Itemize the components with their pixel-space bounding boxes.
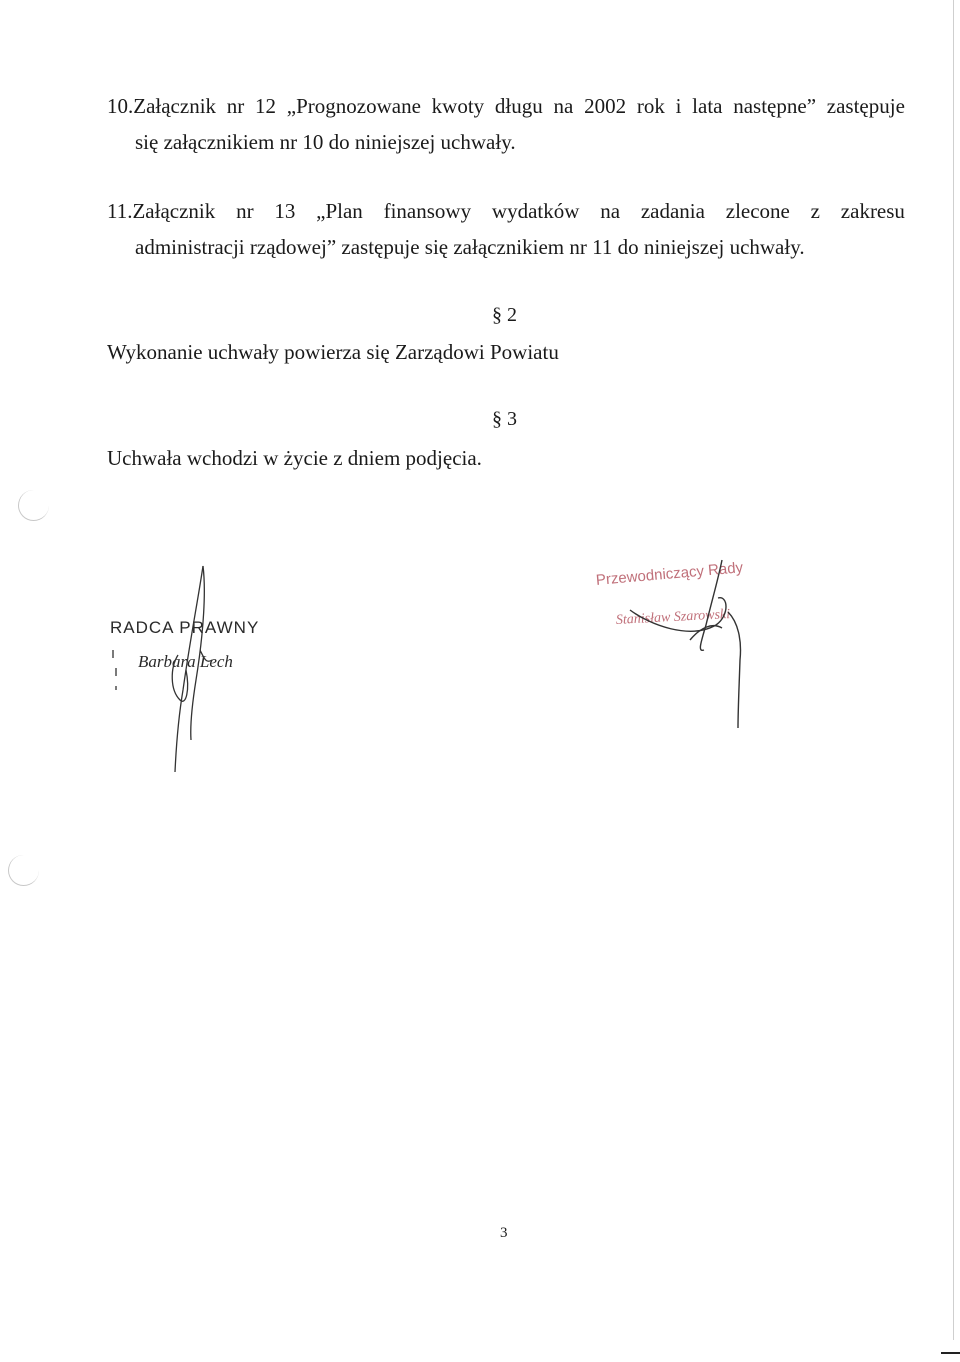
word: „Plan xyxy=(316,199,363,223)
word: i xyxy=(675,94,682,118)
word: kwoty xyxy=(431,94,485,118)
list-item-10-line2: się załącznikiem nr 10 do niniejszej uchwały. xyxy=(135,130,516,154)
word: 12 xyxy=(255,94,277,118)
section-2-text: Wykonanie uchwały powierza się Zarządowi Powiatu xyxy=(107,340,559,364)
list-item-10-number-and-first-word: 10.Załącznik xyxy=(107,94,217,118)
section-3-heading: § 3 xyxy=(492,408,517,430)
punch-hole-mark-bottom xyxy=(8,855,39,886)
word: zadania xyxy=(640,199,705,223)
section-2-heading: § 2 xyxy=(492,304,517,326)
word: na xyxy=(553,94,574,118)
word: zakresu xyxy=(840,199,905,223)
council-chairman-stamp-name: Stanisław Szarowski xyxy=(615,607,731,628)
word: „Prognozowane xyxy=(286,94,421,118)
word: zlecone xyxy=(725,199,790,223)
list-item-10 xyxy=(107,88,905,160)
list-item-11 xyxy=(107,193,905,265)
council-chairman-stamp-title: Przewodniczący Rady xyxy=(595,559,744,589)
word: zastępuje xyxy=(826,94,905,118)
word: długu xyxy=(494,94,543,118)
word: lata xyxy=(692,94,723,118)
section-3-text: Uchwała wchodzi w życie z dniem podjęcia. xyxy=(107,446,482,470)
word: wydatków xyxy=(491,199,580,223)
word: następne” xyxy=(733,94,817,118)
word: nr xyxy=(226,94,245,118)
word: finansowy xyxy=(383,199,472,223)
list-item-10-line1 xyxy=(107,88,905,124)
word: z xyxy=(810,199,820,223)
scan-edge-line xyxy=(953,0,954,1340)
word: na xyxy=(600,199,621,223)
list-item-11-number-and-first-word: 11.Załącznik xyxy=(107,199,216,223)
word: rok xyxy=(636,94,665,118)
word: 2002 xyxy=(584,94,627,118)
list-item-11-line1 xyxy=(107,193,905,229)
scan-corner-mark xyxy=(941,1352,960,1354)
word: nr xyxy=(236,199,254,223)
legal-advisor-stamp xyxy=(110,618,259,672)
list-item-11-line2: administracji rządowej” zastępuje się załącznikiem nr 11 do niniejszej uchwały. xyxy=(135,235,805,259)
word: 13 xyxy=(274,199,296,223)
legal-advisor-stamp-name: Barbara Lech xyxy=(138,652,233,671)
council-chairman-stamp xyxy=(595,559,744,629)
legal-advisor-stamp-title: RADCA PRAWNY xyxy=(110,618,260,637)
punch-hole-mark-top xyxy=(18,490,49,521)
page-number: 3 xyxy=(500,1225,508,1241)
